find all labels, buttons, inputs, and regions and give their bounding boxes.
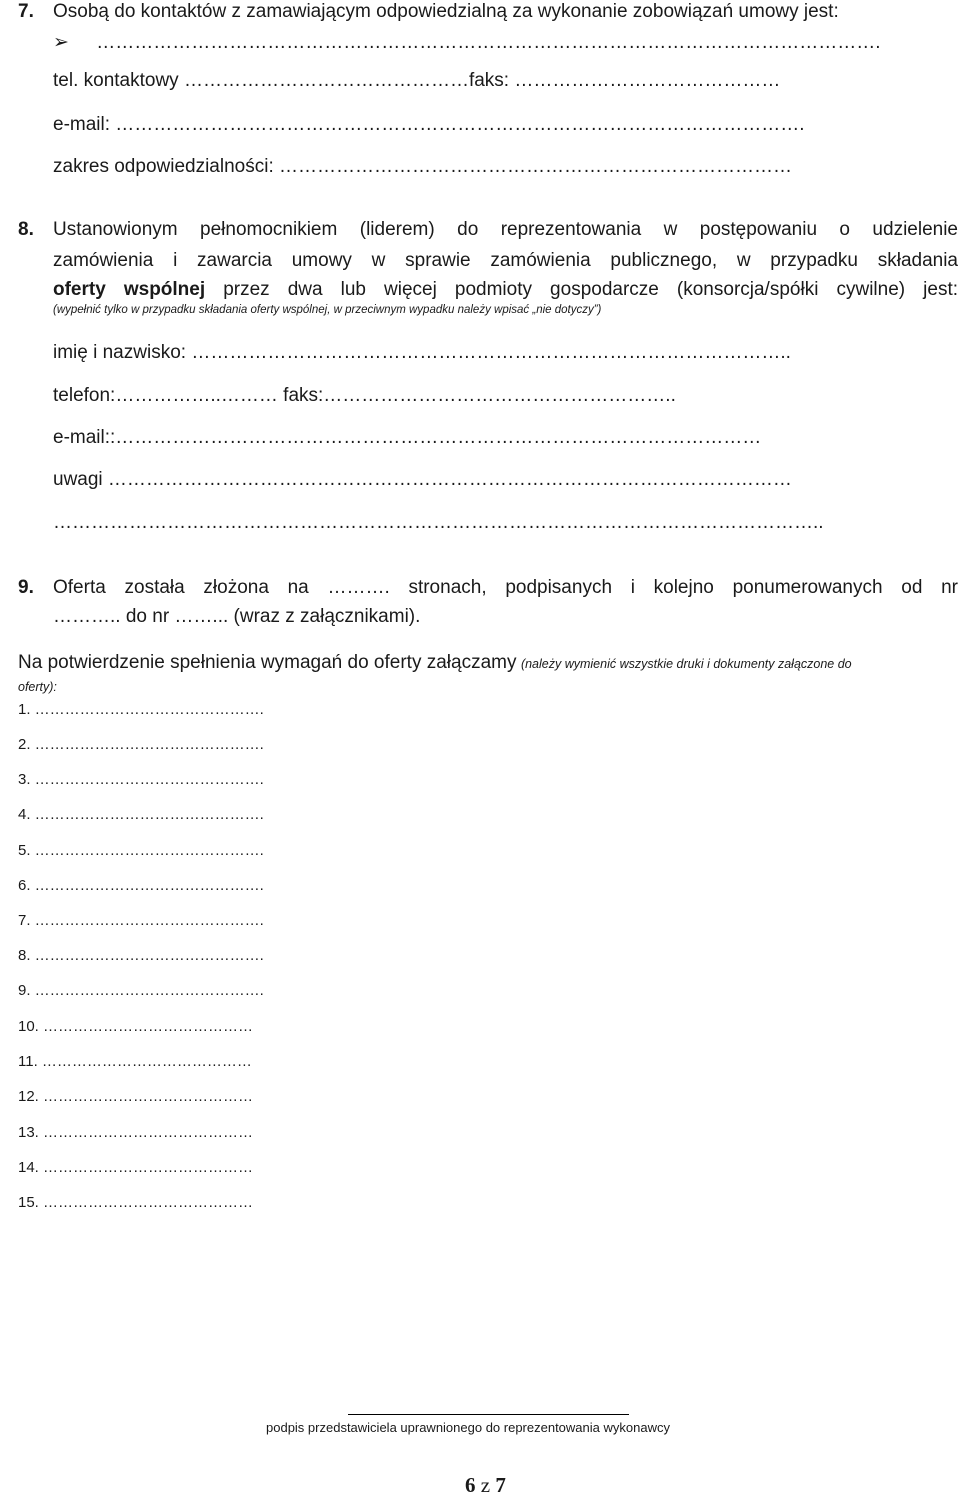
- attachment-item: 15. ……………………………………: [18, 1194, 254, 1211]
- attachment-item: 11. ……………………………………: [18, 1053, 252, 1070]
- attachment-item: 1. ……………………………………….: [18, 701, 264, 718]
- attachments-note: (należy wymienić wszystkie druki i dokumenty załączone do: [520, 657, 852, 671]
- signature-label: podpis przedstawiciela uprawnionego do reprezentowania wykonawcy: [266, 1420, 670, 1435]
- proxy-notes-line-2: …………………………………………………………………………………………………………..: [53, 512, 824, 533]
- attachment-item: 13. ……………………………………: [18, 1124, 254, 1141]
- page-separator: z: [480, 1473, 491, 1497]
- section-7-phone-line: tel. kontaktowy ………………………………………faks: ……………………………………: [53, 70, 781, 91]
- section-9-line-2: ……….. do nr ……... (wraz z załącznikami).: [53, 606, 421, 627]
- attachments-note-continued: oferty):: [18, 680, 57, 694]
- attachment-item: 2. ……………………………………….: [18, 736, 264, 753]
- section-8-number: 8.: [18, 219, 34, 240]
- section-9-line-1: Oferta została złożona na ………. stronach, podpisanych i kolejno ponumerowanych od nr: [53, 577, 958, 598]
- page-current: 6: [465, 1473, 476, 1497]
- attachment-item: 4. ……………………………………….: [18, 806, 264, 823]
- attachment-item: 5. ……………………………………….: [18, 842, 264, 859]
- page-total: 7: [495, 1473, 506, 1497]
- attachment-item: 3. ……………………………………….: [18, 771, 264, 788]
- attachment-item: 12. ……………………………………: [18, 1088, 254, 1105]
- attachment-item: 8. ……………………………………….: [18, 947, 264, 964]
- section-7-heading: Osobą do kontaktów z zamawiającym odpowiedzialną za wykonanie zobowiązań umowy jest:: [53, 1, 839, 22]
- section-7-scope-line: zakres odpowiedzialności: ………………………………………………………………………: [53, 156, 793, 177]
- section-7-email-line: e-mail: ……………………………………………………………………………………………….: [53, 114, 805, 135]
- section-7-bullet-line: [53, 31, 880, 54]
- attachment-item: 9. ……………………………………….: [18, 982, 264, 999]
- signature-line: [348, 1414, 629, 1415]
- proxy-name-line: imię i nazwisko: …………………………………………………………………………………..: [53, 342, 791, 363]
- attachments-heading: Na potwierdzenie spełnienia wymagań do oferty załączamy: [18, 652, 517, 673]
- section-8-line-2: zamówienia i zawarcia umowy w sprawie zamówienia publicznego, w przypadku składania: [53, 250, 958, 271]
- arrow-bullet-icon: ➢: [53, 32, 69, 53]
- section-8-line-3: [53, 279, 958, 301]
- section-7-contact-name-field: …………………………………………………………………………………………………………….: [96, 32, 881, 53]
- attachment-item: 14. ……………………………………: [18, 1159, 254, 1176]
- offer-joint-label: oferty wspólnej: [53, 279, 206, 300]
- attachment-item: 7. ……………………………………….: [18, 912, 264, 929]
- proxy-notes-line: uwagi ………………………………………………………………………………………………: [53, 469, 792, 490]
- section-8-note: (wypełnić tylko w przypadku składania oferty wspólnej, w przeciwnym wypadku należy wpisać „nie dotyczy”): [53, 304, 602, 316]
- section-8-line-1: Ustanowionym pełnomocnikiem (liderem) do reprezentowania w postępowaniu o udzielenie: [53, 219, 958, 240]
- proxy-email-line: e-mail::…………………………………………………………………………………………: [53, 427, 762, 448]
- proxy-phone-line: telefon:……………..……… faks:………………………………………………..: [53, 385, 676, 406]
- section-8-line-3-rest: przez dwa lub więcej podmioty gospodarcze (konsorcja/spółki cywilne) jest:: [223, 279, 958, 300]
- section-9-number: 9.: [18, 577, 34, 598]
- attachment-item: 6. ……………………………………….: [18, 877, 264, 894]
- attachment-item: 10. ……………………………………: [18, 1018, 254, 1035]
- attachments-heading-line: [18, 652, 852, 674]
- section-7-number: 7.: [18, 1, 34, 22]
- page-number: [465, 1473, 506, 1498]
